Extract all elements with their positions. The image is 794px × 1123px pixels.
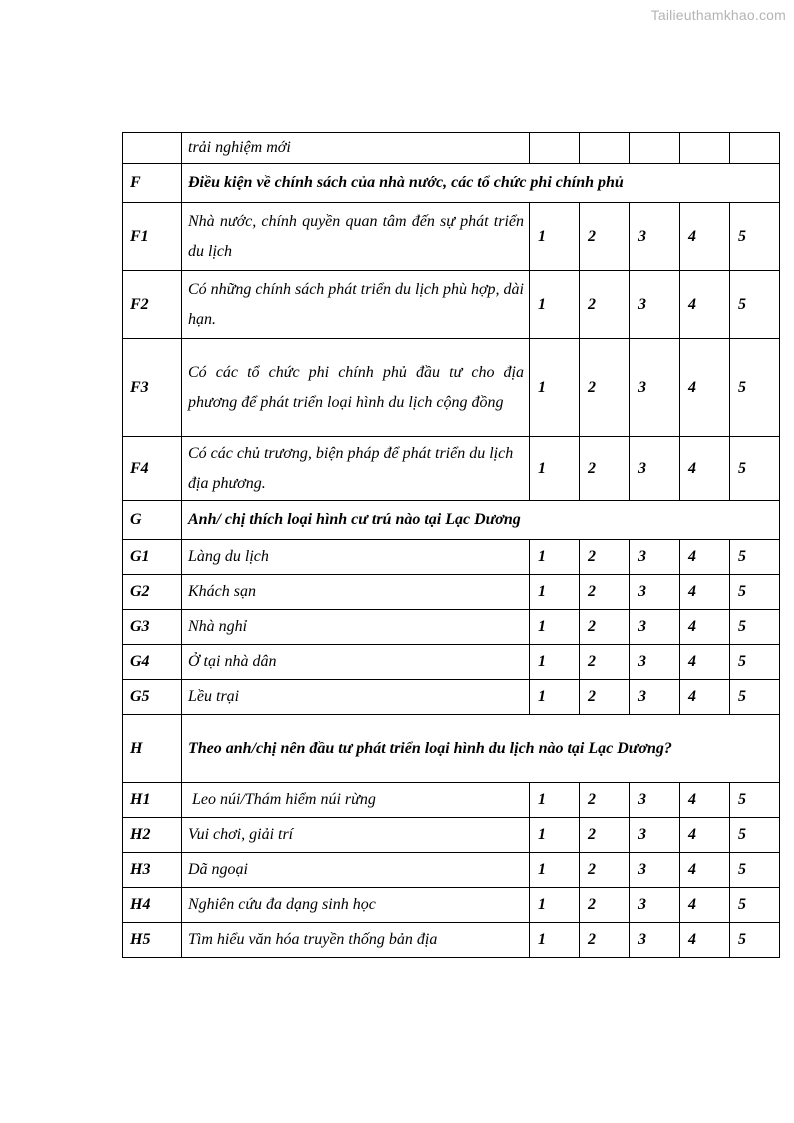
table-row [123, 271, 780, 339]
table-row [123, 575, 780, 610]
row-code: F4 [123, 437, 182, 501]
row-text: Nhà nước, chính quyền quan tâm đến sự phát triển du lịch [182, 203, 530, 271]
row-code: F2 [123, 271, 182, 339]
score-cell: 1 [530, 339, 580, 437]
score-cell: 1 [530, 645, 580, 680]
score-cell: 2 [580, 818, 630, 853]
score-cell: 5 [730, 610, 780, 645]
row-text: Có những chính sách phát triển du lịch phù hợp, dài hạn. [182, 271, 530, 339]
score-cell: 2 [580, 680, 630, 715]
score-cell: 4 [680, 437, 730, 501]
score-cell: 3 [630, 271, 680, 339]
row-code: H5 [123, 923, 182, 958]
score-cell [680, 133, 730, 164]
score-cell: 3 [630, 680, 680, 715]
row-code: G2 [123, 575, 182, 610]
row-text: Vui chơi, giải trí [182, 818, 530, 853]
row-code: F1 [123, 203, 182, 271]
score-cell: 1 [530, 680, 580, 715]
score-cell: 3 [630, 645, 680, 680]
row-code: G3 [123, 610, 182, 645]
score-cell: 1 [530, 888, 580, 923]
score-cell: 4 [680, 645, 730, 680]
score-cell: 4 [680, 271, 730, 339]
table-row [123, 818, 780, 853]
section-heading: Anh/ chị thích loại hình cư trú nào tại Lạc Dương [182, 501, 780, 540]
score-cell: 3 [630, 888, 680, 923]
score-cell: 4 [680, 923, 730, 958]
row-text: Làng du lịch [182, 540, 530, 575]
row-text: trải nghiệm mới [182, 133, 530, 164]
score-cell: 5 [730, 271, 780, 339]
section-row [123, 164, 780, 203]
score-cell [730, 133, 780, 164]
score-cell: 2 [580, 437, 630, 501]
table-row [123, 645, 780, 680]
score-cell: 5 [730, 680, 780, 715]
table-row [123, 540, 780, 575]
row-code: G5 [123, 680, 182, 715]
row-text: Lều trại [182, 680, 530, 715]
row-text: Có các chủ trương, biện pháp để phát triển du lịch địa phương. [182, 437, 530, 501]
score-cell: 1 [530, 783, 580, 818]
section-code: G [123, 501, 182, 540]
score-cell: 2 [580, 339, 630, 437]
score-cell: 3 [630, 818, 680, 853]
table-row [123, 923, 780, 958]
score-cell: 3 [630, 437, 680, 501]
score-cell: 5 [730, 818, 780, 853]
score-cell: 5 [730, 888, 780, 923]
table-row [123, 437, 780, 501]
score-cell: 4 [680, 853, 730, 888]
row-code: H3 [123, 853, 182, 888]
score-cell: 3 [630, 203, 680, 271]
score-cell: 2 [580, 575, 630, 610]
score-cell: 5 [730, 575, 780, 610]
score-cell: 3 [630, 610, 680, 645]
table-row [123, 339, 780, 437]
score-cell: 1 [530, 540, 580, 575]
section-heading: Theo anh/chị nên đầu tư phát triển loại hình du lịch nào tại Lạc Dương? [182, 715, 780, 783]
table-row [123, 888, 780, 923]
row-text: Leo núi/Thám hiểm núi rừng [182, 783, 530, 818]
row-code: H2 [123, 818, 182, 853]
score-cell: 5 [730, 923, 780, 958]
score-cell: 2 [580, 888, 630, 923]
score-cell: 5 [730, 203, 780, 271]
score-cell: 5 [730, 853, 780, 888]
score-cell: 4 [680, 680, 730, 715]
score-cell: 5 [730, 783, 780, 818]
score-cell: 4 [680, 203, 730, 271]
survey-table [122, 132, 780, 958]
score-cell: 5 [730, 540, 780, 575]
score-cell: 2 [580, 540, 630, 575]
score-cell: 4 [680, 575, 730, 610]
score-cell: 2 [580, 923, 630, 958]
score-cell: 1 [530, 610, 580, 645]
row-text: Ở tại nhà dân [182, 645, 530, 680]
row-code: G4 [123, 645, 182, 680]
score-cell: 3 [630, 853, 680, 888]
score-cell: 1 [530, 437, 580, 501]
table-row [123, 610, 780, 645]
row-code: H1 [123, 783, 182, 818]
section-row [123, 501, 780, 540]
score-cell: 3 [630, 575, 680, 610]
section-row [123, 715, 780, 783]
row-code: G1 [123, 540, 182, 575]
score-cell: 1 [530, 271, 580, 339]
score-cell: 2 [580, 271, 630, 339]
table-row [123, 203, 780, 271]
row-code [123, 133, 182, 164]
score-cell: 1 [530, 853, 580, 888]
row-code: F3 [123, 339, 182, 437]
score-cell: 2 [580, 203, 630, 271]
score-cell: 2 [580, 783, 630, 818]
section-code: F [123, 164, 182, 203]
score-cell: 2 [580, 645, 630, 680]
score-cell: 4 [680, 339, 730, 437]
score-cell: 5 [730, 339, 780, 437]
table-row [123, 783, 780, 818]
row-text: Nhà nghỉ [182, 610, 530, 645]
score-cell: 3 [630, 923, 680, 958]
score-cell: 4 [680, 540, 730, 575]
score-cell: 5 [730, 645, 780, 680]
score-cell: 1 [530, 923, 580, 958]
score-cell: 1 [530, 575, 580, 610]
score-cell: 5 [730, 437, 780, 501]
score-cell: 2 [580, 610, 630, 645]
score-cell: 4 [680, 610, 730, 645]
score-cell: 4 [680, 818, 730, 853]
section-code: H [123, 715, 182, 783]
row-code: H4 [123, 888, 182, 923]
score-cell [580, 133, 630, 164]
row-text: Tìm hiểu văn hóa truyền thống bản địa [182, 923, 530, 958]
row-text: Có các tổ chức phi chính phủ đầu tư cho địa phương để phát triển loại hình du lịch cộng đồng [182, 339, 530, 437]
score-cell: 3 [630, 540, 680, 575]
score-cell: 4 [680, 888, 730, 923]
row-text: Dã ngoại [182, 853, 530, 888]
table-row [123, 853, 780, 888]
row-text: Khách sạn [182, 575, 530, 610]
watermark-text: Tailieuthamkhao.com [650, 7, 786, 23]
score-cell [630, 133, 680, 164]
score-cell: 3 [630, 783, 680, 818]
score-cell: 4 [680, 783, 730, 818]
table-row [123, 680, 780, 715]
score-cell: 1 [530, 818, 580, 853]
score-cell: 2 [580, 853, 630, 888]
section-heading: Điều kiện về chính sách của nhà nước, các tổ chức phi chính phủ [182, 164, 780, 203]
score-cell: 3 [630, 339, 680, 437]
score-cell: 1 [530, 203, 580, 271]
table-row [123, 133, 780, 164]
score-cell [530, 133, 580, 164]
row-text: Nghiên cứu đa dạng sinh học [182, 888, 530, 923]
